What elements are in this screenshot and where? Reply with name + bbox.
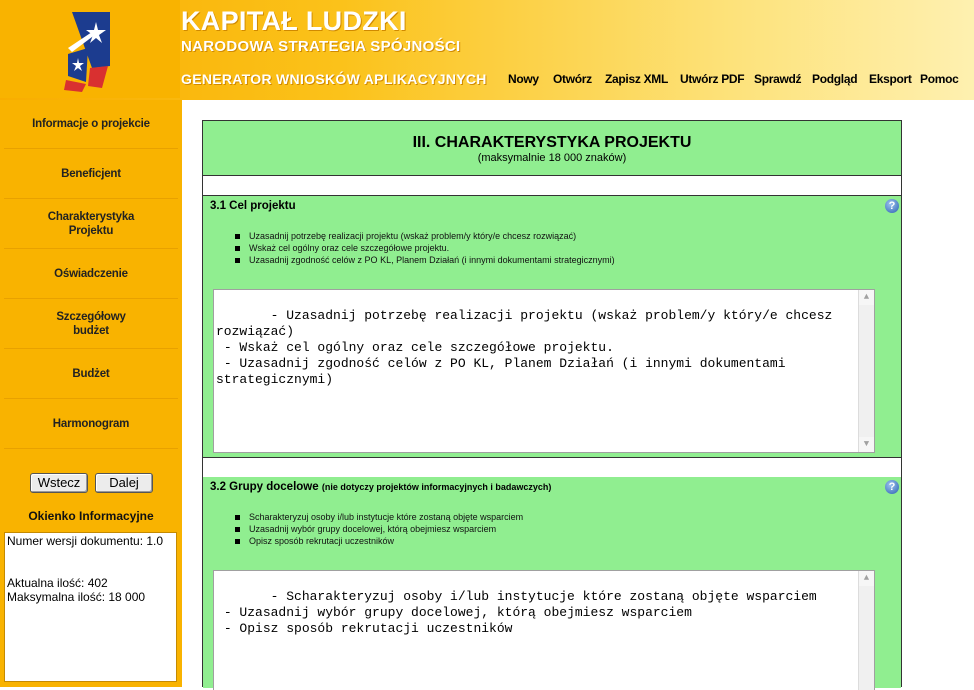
separator: [203, 176, 901, 196]
nav-zapisz-xml[interactable]: Zapisz XML: [605, 72, 669, 86]
grupy-docelowe-textarea[interactable]: - Scharakteryzuj osoby i/lub instytucje które zostaną objęte wsparciem - Uzasadnij wybór grupy docelowej, którą obejmiesz wsparciem - Opisz sposób rekrutacji uczestników ▲: [213, 570, 875, 690]
info-panel: [4, 532, 177, 682]
help-icon[interactable]: ?: [885, 199, 899, 213]
sidebar-item-informacje[interactable]: Informacje o projekcie: [4, 100, 178, 149]
section-grupy-docelowe: [203, 477, 901, 688]
app-header: [0, 0, 974, 100]
sidebar-item-szczegolowy-budzet[interactable]: Szczegółowy budżet: [4, 300, 178, 349]
brand-subtitle: NARODOWA STRATEGIA SPÓJNOŚCI: [181, 38, 461, 55]
section-cel-projektu: [203, 196, 901, 457]
main-panel: [202, 120, 902, 687]
doc-version: Numer wersji dokumentu: 1.0: [7, 534, 164, 548]
nav-eksport[interactable]: Eksport: [869, 72, 912, 86]
sidebar-item-beneficjent[interactable]: Beneficjent: [4, 150, 178, 199]
section-note: (nie dotyczy projektów informacyjnych i badawczych): [321, 482, 552, 492]
nav-nowy[interactable]: Nowy: [508, 72, 539, 86]
sidebar-item-budzet[interactable]: Budżet: [4, 350, 178, 399]
hint-list: [235, 511, 523, 547]
page-title: III. CHARAKTERYSTYKA PROJEKTU: [412, 134, 692, 151]
list-item: Wskaż cel ogólny oraz cele szczegółowe projektu.: [235, 242, 615, 254]
separator: [203, 457, 901, 478]
back-button[interactable]: Wstecz: [30, 473, 88, 493]
nav-pomoc[interactable]: Pomoc: [920, 72, 959, 86]
section-header: [203, 121, 901, 176]
nav-utworz-pdf[interactable]: Utwórz PDF: [680, 72, 745, 86]
list-item: Scharakteryzuj osoby i/lub instytucje które zostaną objęte wsparciem: [235, 511, 523, 523]
list-item: Uzasadnij wybór grupy docelowej, którą obejmiesz wsparciem: [235, 523, 523, 535]
list-item: Uzasadnij potrzebę realizacji projektu (wskaż problem/y który/e chcesz rozwiązać): [235, 230, 615, 242]
help-icon[interactable]: ?: [885, 480, 899, 494]
logo-area: [0, 0, 180, 98]
scrollbar[interactable]: [858, 571, 874, 690]
brand-title: KAPITAŁ LUDZKI: [181, 6, 407, 36]
sidebar-item-harmonogram[interactable]: Harmonogram: [4, 400, 178, 449]
next-button[interactable]: Dalej: [95, 473, 153, 493]
scroll-up-icon[interactable]: ▲: [859, 290, 874, 305]
scroll-up-icon[interactable]: ▲: [859, 571, 874, 586]
eu-funds-logo: [62, 8, 114, 92]
sidebar-item-oswiadczenie[interactable]: Oświadczenie: [4, 250, 178, 299]
list-item: Opisz sposób rekrutacji uczestników: [235, 535, 523, 547]
nav-otworz[interactable]: Otwórz: [553, 72, 592, 86]
scrollbar[interactable]: [858, 290, 874, 452]
info-panel-title: Okienko Informacyjne: [28, 509, 154, 523]
section-title: 3.2 Grupy docelowe (nie dotyczy projektów informacyjnych i badawczych): [210, 481, 552, 493]
char-count-max: Maksymalna ilość: 18 000: [7, 590, 146, 604]
list-item: Uzasadnij zgodność celów z PO KL, Planem Działań (i innymi dokumentami strategicznymi): [235, 254, 615, 266]
section-title: 3.1 Cel projektu: [210, 200, 296, 212]
page-subtitle: (maksymalnie 18 000 znaków): [477, 152, 627, 164]
nav-podglad[interactable]: Podgląd: [812, 72, 858, 86]
cel-projektu-textarea[interactable]: - Uzasadnij potrzebę realizacji projektu (wskaż problem/y który/e chcesz rozwiązać) - Wskaż cel ogólny oraz cele szczegółowe projektu. - Uzasadnij zgodność celów z PO KL, Planem Działań (i innymi dokumentami strategicznymi) ▲ ▼: [213, 289, 875, 453]
generator-title: GENERATOR WNIOSKÓW APLIKACYJNYCH: [181, 71, 487, 87]
sidebar-item-charakterystyka[interactable]: Charakterystyka Projektu: [4, 200, 178, 249]
nav-sprawdz[interactable]: Sprawdź: [754, 72, 802, 86]
scroll-down-icon[interactable]: ▼: [859, 437, 874, 452]
char-count-current: Aktualna ilość: 402: [7, 576, 108, 590]
hint-list: [235, 230, 615, 266]
